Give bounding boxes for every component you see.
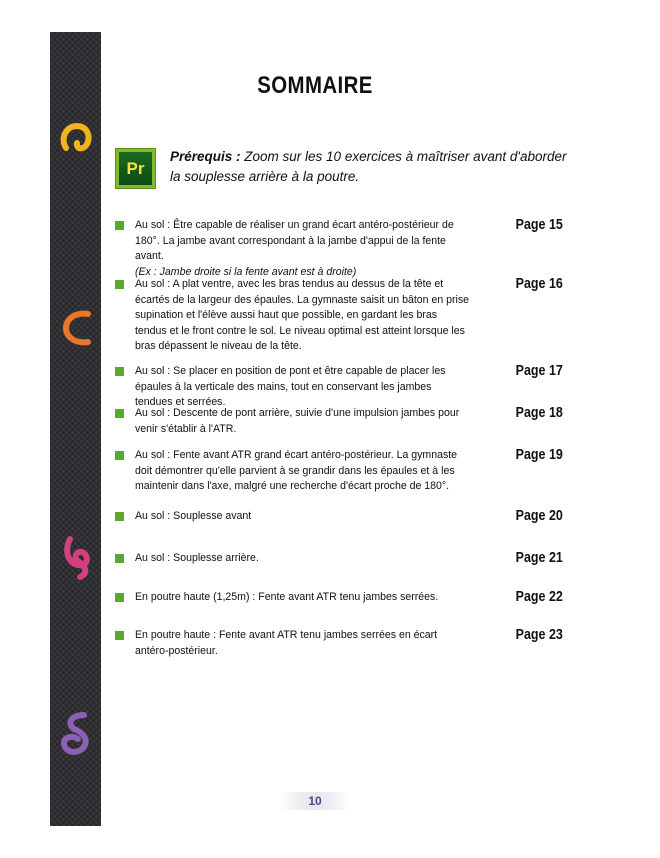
decorative-sidebar — [50, 32, 101, 826]
item-text: Au sol : Être capable de réaliser un grand écart antéro-postérieur de 180°. La jambe avant correspondant à la jambe d'appui de la fente avant. — [135, 219, 454, 262]
item-text: Au sol : Descente de pont arrière, suivie d'une impulsion jambes pour venir s'établir à l'ATR. — [135, 407, 460, 435]
bullet-square-icon — [115, 554, 124, 563]
bullet-square-icon — [115, 367, 124, 376]
prerequis-icon-text: Pr — [126, 158, 145, 178]
yellow-swirl-icon — [50, 110, 101, 161]
bullet-square-icon — [115, 221, 124, 230]
bullet-square-icon — [115, 451, 124, 460]
bullet-square-icon — [115, 593, 124, 602]
item-text: Au sol : Souplesse arrière. — [135, 552, 259, 564]
page-number: 10 — [280, 792, 350, 810]
item-text: En poutre haute (1,25m) : Fente avant ATR tenu jambes serrées. — [135, 591, 439, 603]
page-reference: Page 21 — [515, 550, 563, 566]
purple-swirl-icon — [50, 707, 101, 758]
page-reference: Page 18 — [515, 405, 563, 421]
bullet-square-icon — [115, 631, 124, 640]
item-text: Au sol : A plat ventre, avec les bras tendus au dessus de la tête et écartés de la largeur des épaules. La gymnaste saisit un bâton en prise supination et l'élève aussi haut que possible, en gardant les bras tendus et le front contre le sol. Le niveau optimal est atteint lorsque les bras dépassent le niveau de la tête. — [135, 278, 470, 352]
item-text: Au sol : Souplesse avant — [135, 510, 252, 522]
page-reference: Page 23 — [515, 627, 563, 643]
prerequis-icon — [115, 148, 156, 189]
page-reference: Page 19 — [515, 447, 563, 463]
item-text: Au sol : Fente avant ATR grand écart antéro-postérieur. La gymnaste doit démontrer qu'elle parvient à se grandir dans les épaules et à les maintenir dans l'axe, malgré une recherche d'écart proche de 180°. — [135, 449, 458, 492]
page-reference: Page 15 — [515, 217, 563, 233]
page-reference: Page 22 — [515, 589, 563, 605]
page-reference: Page 17 — [515, 363, 563, 379]
item-text: Au sol : Se placer en position de pont et être capable de placer les épaules à la verticale des mains, tout en conservant les jambes tendues et serrées. — [135, 365, 446, 408]
item-note: (Ex : Jambe droite si la fente avant est à droite) — [135, 265, 357, 278]
bullet-square-icon — [115, 280, 124, 289]
prerequis-text: Zoom sur les 10 exercices à maîtriser avant d'aborder la souplesse arrière à la poutre. — [170, 149, 567, 184]
item-text: En poutre haute : Fente avant ATR tenu jambes serrées en écart antéro-postérieur. — [135, 629, 438, 657]
prerequis-label: Prérequis : — [170, 149, 241, 164]
bullet-square-icon — [115, 409, 124, 418]
page-title: SOMMAIRE — [257, 72, 373, 99]
orange-curl-icon — [50, 302, 101, 353]
prerequis-paragraph — [170, 147, 570, 187]
page-reference: Page 16 — [515, 276, 563, 292]
page-reference: Page 20 — [515, 508, 563, 524]
pink-swirl-icon — [50, 529, 101, 580]
bullet-square-icon — [115, 512, 124, 521]
